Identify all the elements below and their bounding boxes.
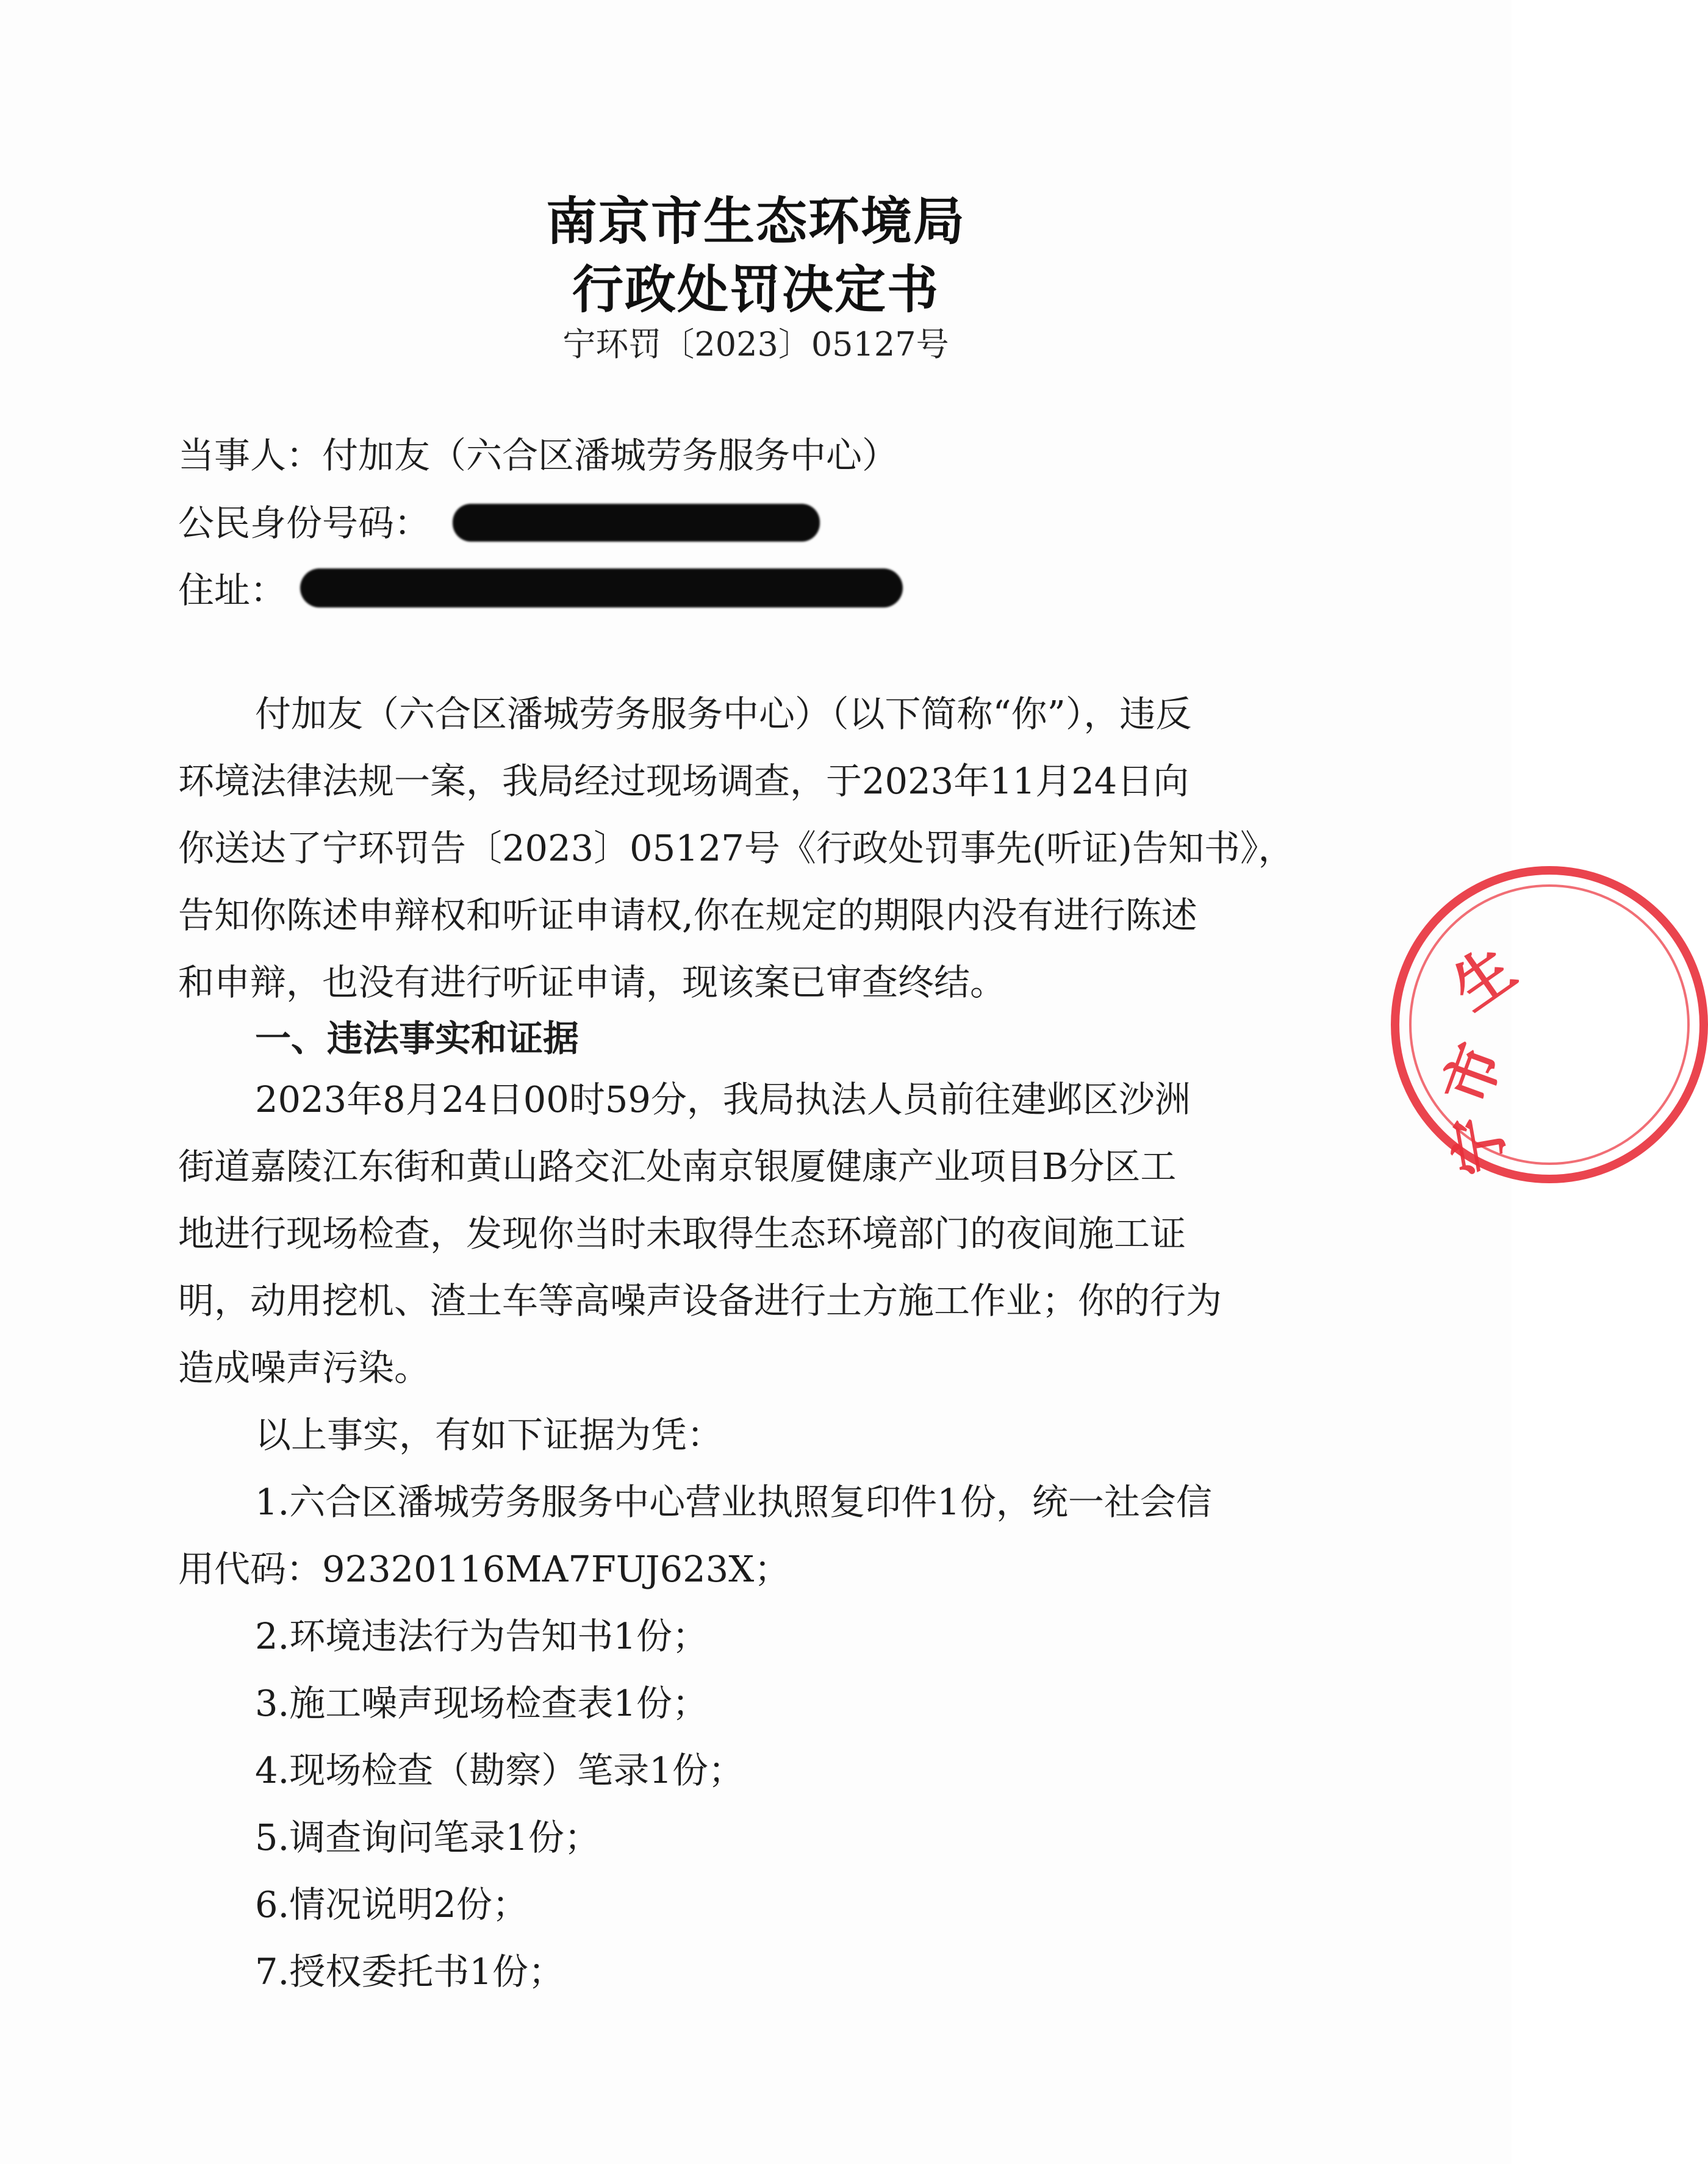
intro-line: 和申辩，也没有进行听证申请，现该案已审查终结。 — [178, 961, 1006, 1003]
intro-line: 告知你陈述申辩权和听证申请权,你在规定的期限内没有进行陈述 — [178, 894, 1197, 936]
intro-line: 你送达了宁环罚告〔2023〕05127号《行政处罚事先(听证)告知书》， — [178, 827, 1294, 869]
evidence-item: 1.六合区潘城劳务服务中心营业执照复印件1份，统一社会信 — [255, 1481, 1212, 1523]
evidence-item: 2.环境违法行为告知书1份； — [255, 1615, 708, 1657]
address-label: 住址： — [178, 569, 287, 611]
document-number: 宁环罚〔2023〕05127号 — [562, 325, 949, 364]
evidence-item: 5.调查询问笔录1份； — [255, 1816, 600, 1858]
party-name: 当事人：付加友（六合区潘城劳务服务中心） — [178, 434, 899, 476]
evidence-item: 7.授权委托书1份； — [255, 1951, 564, 1993]
evidence-item: 用代码：92320116MA7FUJ623X； — [178, 1548, 791, 1590]
evidence-intro: 以上事实，有如下证据为凭： — [255, 1414, 723, 1456]
facts-line: 街道嘉陵江东街和黄山路交汇处南京银厦健康产业项目B分区工 — [178, 1145, 1177, 1188]
document-title-line2: 行政处罚决定书 — [572, 260, 939, 320]
facts-line: 明，动用挖机、渣土车等高噪声设备进行土方施工作业；你的行为 — [178, 1280, 1222, 1322]
intro-line: 环境法律法规一案，我局经过现场调查，于2023年11月24日向 — [178, 760, 1190, 802]
facts-line: 地进行现场检查，发现你当时未取得生态环境部门的夜间施工证 — [178, 1213, 1186, 1255]
intro-line: 付加友（六合区潘城劳务服务中心）（以下简称“你”），违反 — [255, 693, 1192, 735]
section-heading: 一、违法事实和证据 — [255, 1017, 580, 1059]
seal-glyph: 生 — [1440, 934, 1527, 1024]
address-redaction — [300, 568, 903, 607]
document-title-line1: 南京市生态环境局 — [545, 192, 966, 251]
facts-line: 2023年8月24日00时59分，我局执法人员前往建邺区沙洲 — [255, 1078, 1191, 1120]
seal-glyph: 宁 — [1440, 1110, 1518, 1180]
seal-glyph: 市 — [1431, 1034, 1516, 1114]
id-number-redaction — [453, 504, 820, 542]
facts-line: 造成噪声污染。 — [178, 1347, 431, 1389]
id-number-label: 公民身份号码： — [178, 502, 431, 544]
evidence-item: 6.情况说明2份； — [255, 1883, 528, 1926]
evidence-item: 4.现场检查（勘察）笔录1份； — [255, 1749, 744, 1791]
evidence-item: 3.施工噪声现场检查表1份； — [255, 1682, 708, 1724]
